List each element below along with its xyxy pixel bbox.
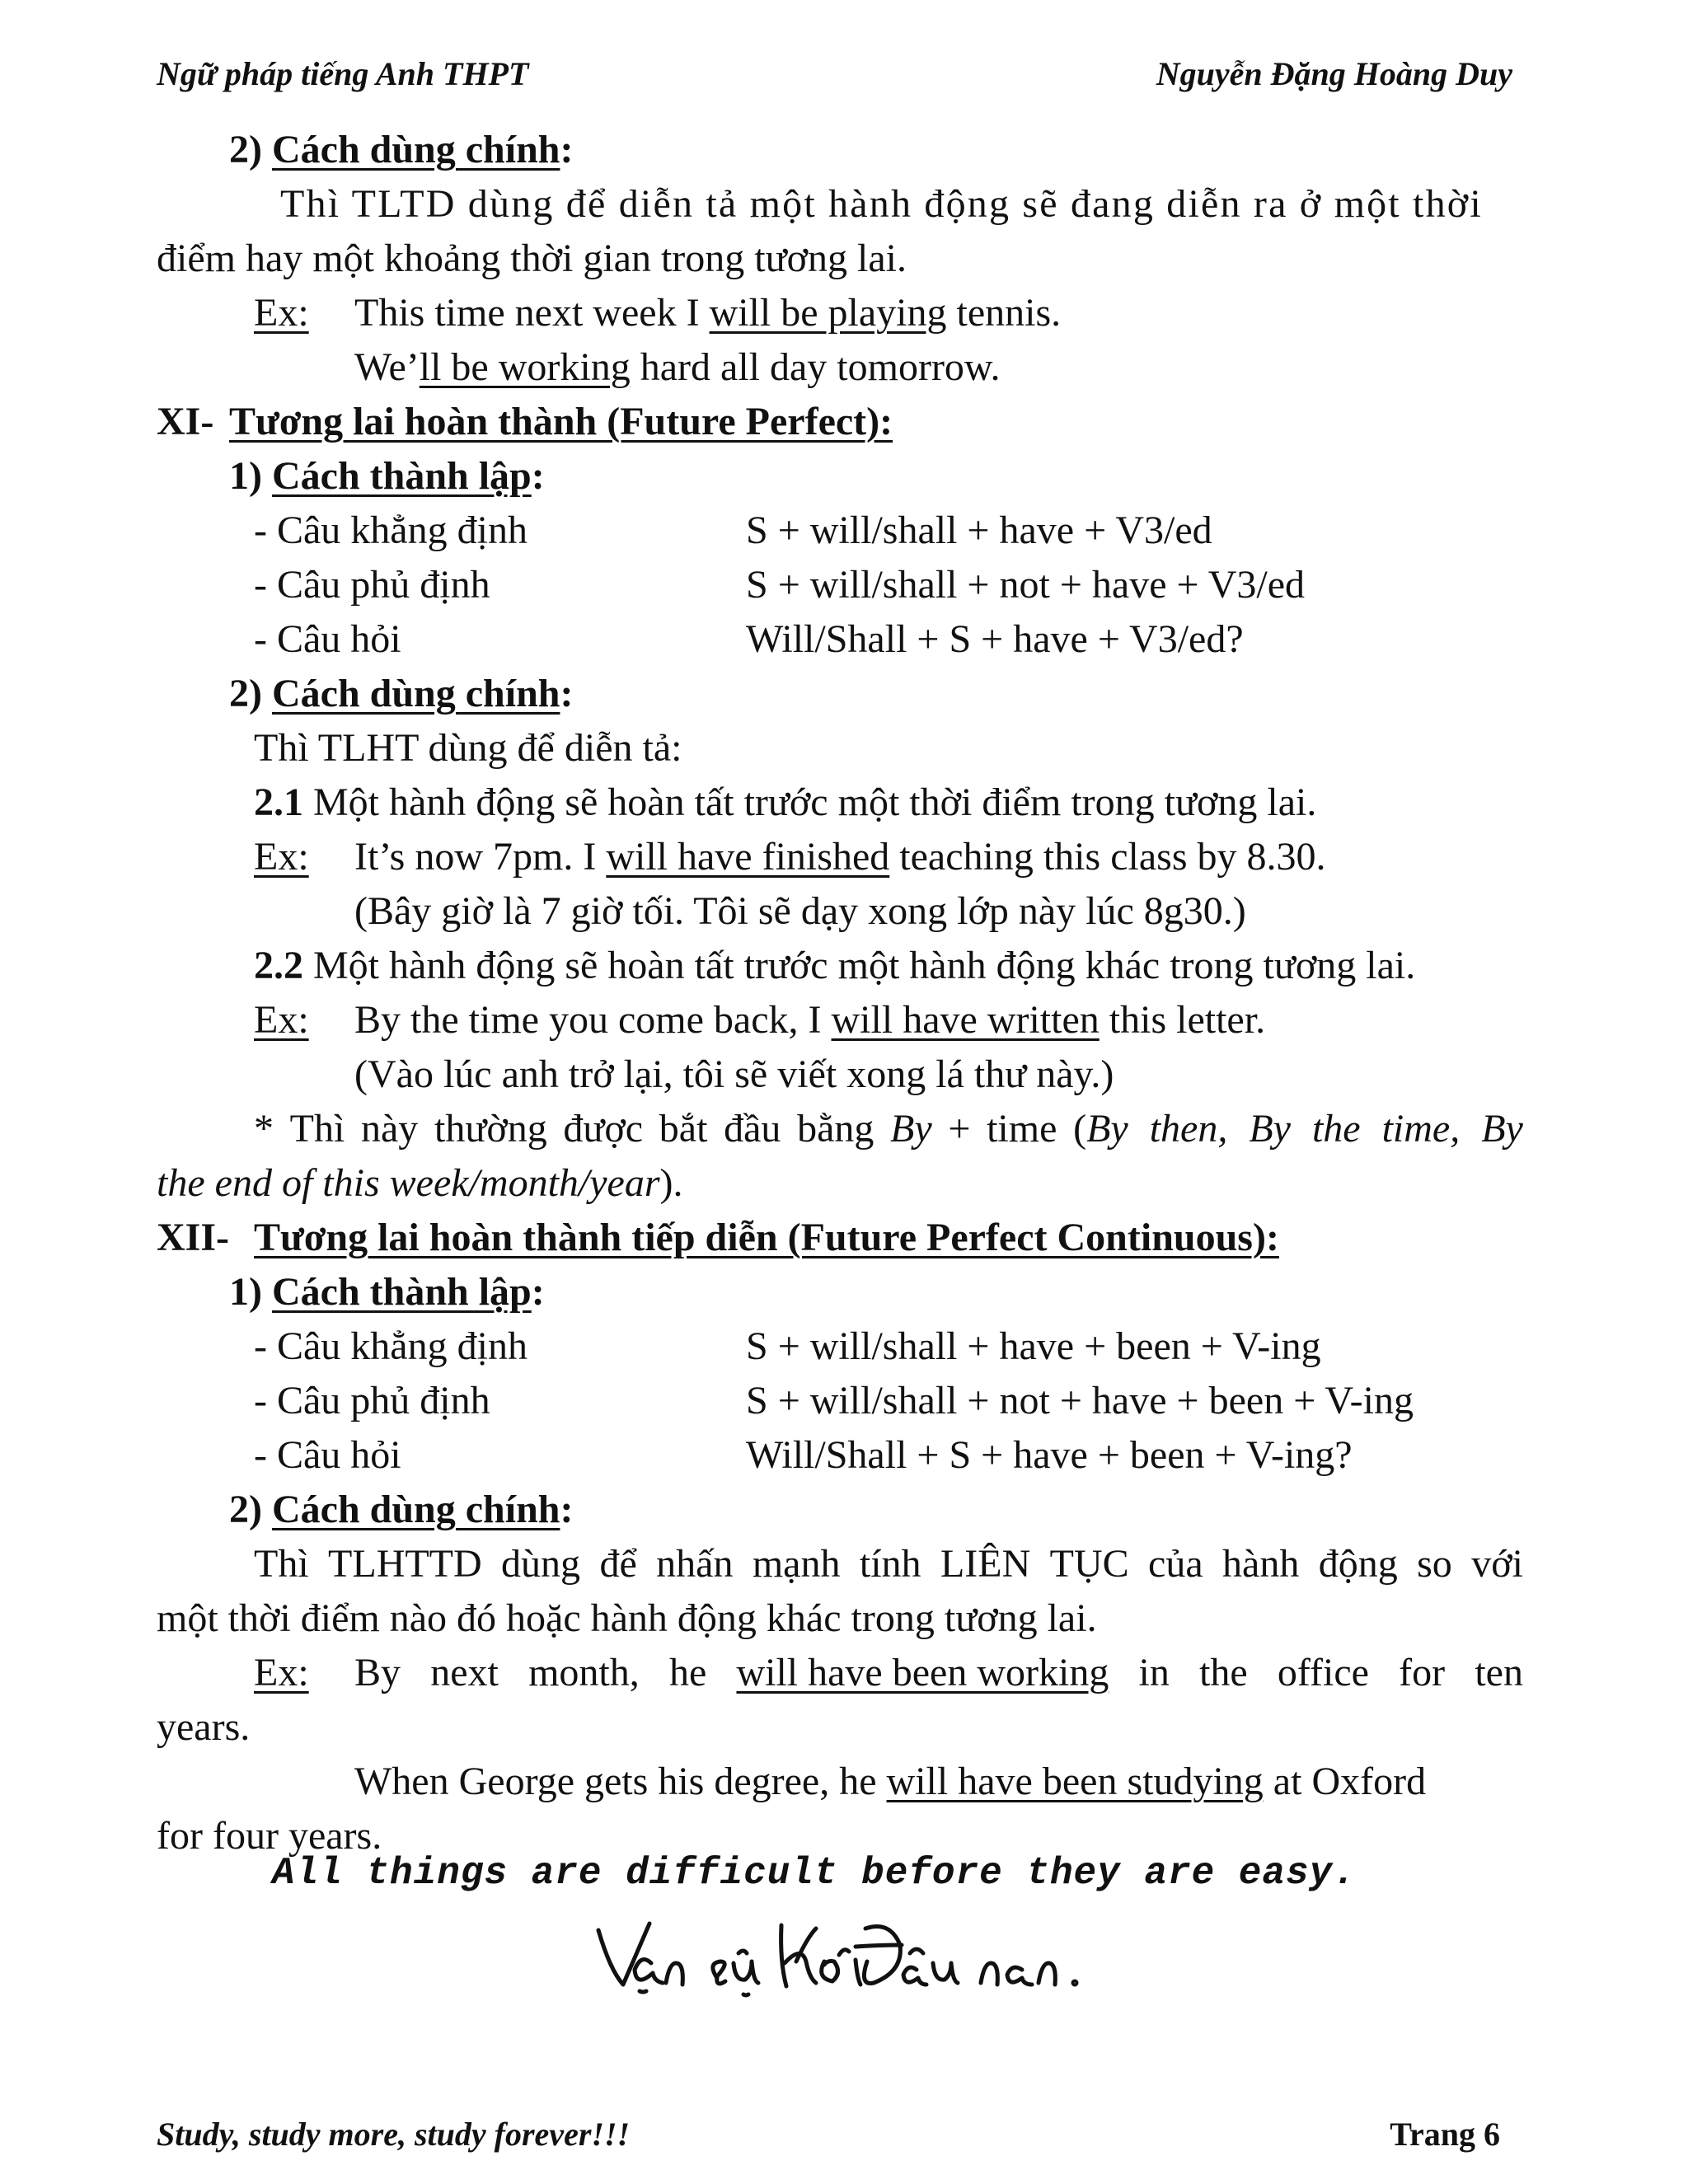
s11-row-label: - Câu hỏi bbox=[254, 617, 401, 661]
s12-title: Tương lai hoàn thành tiếp diễn (Future Perfect Continuous): bbox=[254, 1216, 1279, 1259]
s11-use-heading: 2) Cách dùng chính: bbox=[229, 672, 574, 715]
s11-ex-label: Ex: bbox=[254, 835, 309, 879]
s11-title: Tương lai hoàn thành (Future Perfect): bbox=[229, 400, 893, 443]
s12-use-heading: 2) Cách dùng chính: bbox=[229, 1488, 574, 1531]
s11-ex2-translation: (Vào lúc anh trở lại, tôi sẽ viết xong lá thư này.) bbox=[354, 1052, 1114, 1096]
s11-ex1-translation: (Bây giờ là 7 giờ tối. Tôi sẽ dạy xong lớp này lúc 8g30.) bbox=[354, 889, 1246, 933]
s12-ex-label: Ex: bbox=[254, 1651, 309, 1694]
s11-row-label: - Câu phủ định bbox=[254, 563, 490, 607]
s11-p21: 2.1 Một hành động sẽ hoàn tất trước một thời điểm trong tương lai. bbox=[254, 780, 1317, 824]
s12-ex1: By next month, he will have been working in the office for ten bbox=[354, 1651, 1523, 1694]
s12-num: XII- bbox=[157, 1216, 230, 1259]
s10-ex2: We’ll be working hard all day tomorrow. bbox=[354, 345, 1001, 389]
s12-row-label: - Câu khẳng định bbox=[254, 1324, 528, 1368]
s10-ex1: This time next week I will be playing tennis. bbox=[354, 291, 1062, 335]
header-right: Nguyễn Đặng Hoàng Duy bbox=[1156, 55, 1512, 92]
s12-p2: một thời điểm nào đó hoặc hành động khác trong tương lai. bbox=[157, 1596, 1097, 1640]
s11-ex2: By the time you come back, I will have written this letter. bbox=[354, 998, 1266, 1042]
s12-ex2-cont: for four years. bbox=[157, 1814, 382, 1858]
s10-use-heading: 2) Cách dùng chính: bbox=[229, 128, 574, 171]
s10-ex-label: Ex: bbox=[254, 291, 309, 335]
handwritten-signature bbox=[593, 1912, 1104, 2003]
s12-ex2: When George gets his degree, he will have been studying at Oxford bbox=[354, 1760, 1427, 1803]
footer-left: Study, study more, study forever!!! bbox=[157, 2116, 631, 2153]
s11-row-formula: S + will/shall + have + V3/ed bbox=[746, 509, 1212, 552]
page-number: Trang 6 bbox=[1390, 2116, 1500, 2153]
s12-p1: Thì TLHTTD dùng để nhấn mạnh tính LIÊN TỤC của hành động so với bbox=[254, 1542, 1523, 1586]
s11-row-label: - Câu khẳng định bbox=[254, 509, 528, 552]
s11-note-line1: * Thì này thường được bắt đầu bằng By + time (By then, By the time, By bbox=[254, 1107, 1523, 1151]
s12-row-label: - Câu hỏi bbox=[254, 1433, 401, 1477]
s10-use-p2: điểm hay một khoảng thời gian trong tương lai. bbox=[157, 237, 907, 280]
s11-row-formula: Will/Shall + S + have + V3/ed? bbox=[746, 617, 1244, 661]
s12-row-formula: Will/Shall + S + have + been + V-ing? bbox=[746, 1433, 1353, 1477]
s11-ex1: It’s now 7pm. I will have finished teaching this class by 8.30. bbox=[354, 835, 1326, 879]
s12-row-formula: S + will/shall + have + been + V-ing bbox=[746, 1324, 1321, 1368]
motto: All things are difficult before they are easy. bbox=[272, 1852, 1357, 1895]
s12-ex1-cont: years. bbox=[157, 1705, 251, 1749]
s10-use-p1: Thì TLTD dùng để diễn tả một hành động sẽ đang diễn ra ở một thời bbox=[280, 182, 1483, 226]
s12-form-heading: 1) Cách thành lập: bbox=[229, 1270, 545, 1314]
s12-row-formula: S + will/shall + not + have + been + V-ing bbox=[746, 1379, 1414, 1422]
s11-num: XI- bbox=[157, 400, 214, 443]
s11-row-formula: S + will/shall + not + have + V3/ed bbox=[746, 563, 1306, 607]
s11-ex-label: Ex: bbox=[254, 998, 309, 1042]
s11-note-line2: the end of this week/month/year). bbox=[157, 1161, 683, 1205]
s11-intro: Thì TLHT dùng để diễn tả: bbox=[254, 726, 682, 770]
s11-form-heading: 1) Cách thành lập: bbox=[229, 454, 545, 498]
header-left: Ngữ pháp tiếng Anh THPT bbox=[157, 55, 529, 92]
s11-p22: 2.2 Một hành động sẽ hoàn tất trước một hành động khác trong tương lai. bbox=[254, 944, 1416, 987]
s12-row-label: - Câu phủ định bbox=[254, 1379, 490, 1422]
